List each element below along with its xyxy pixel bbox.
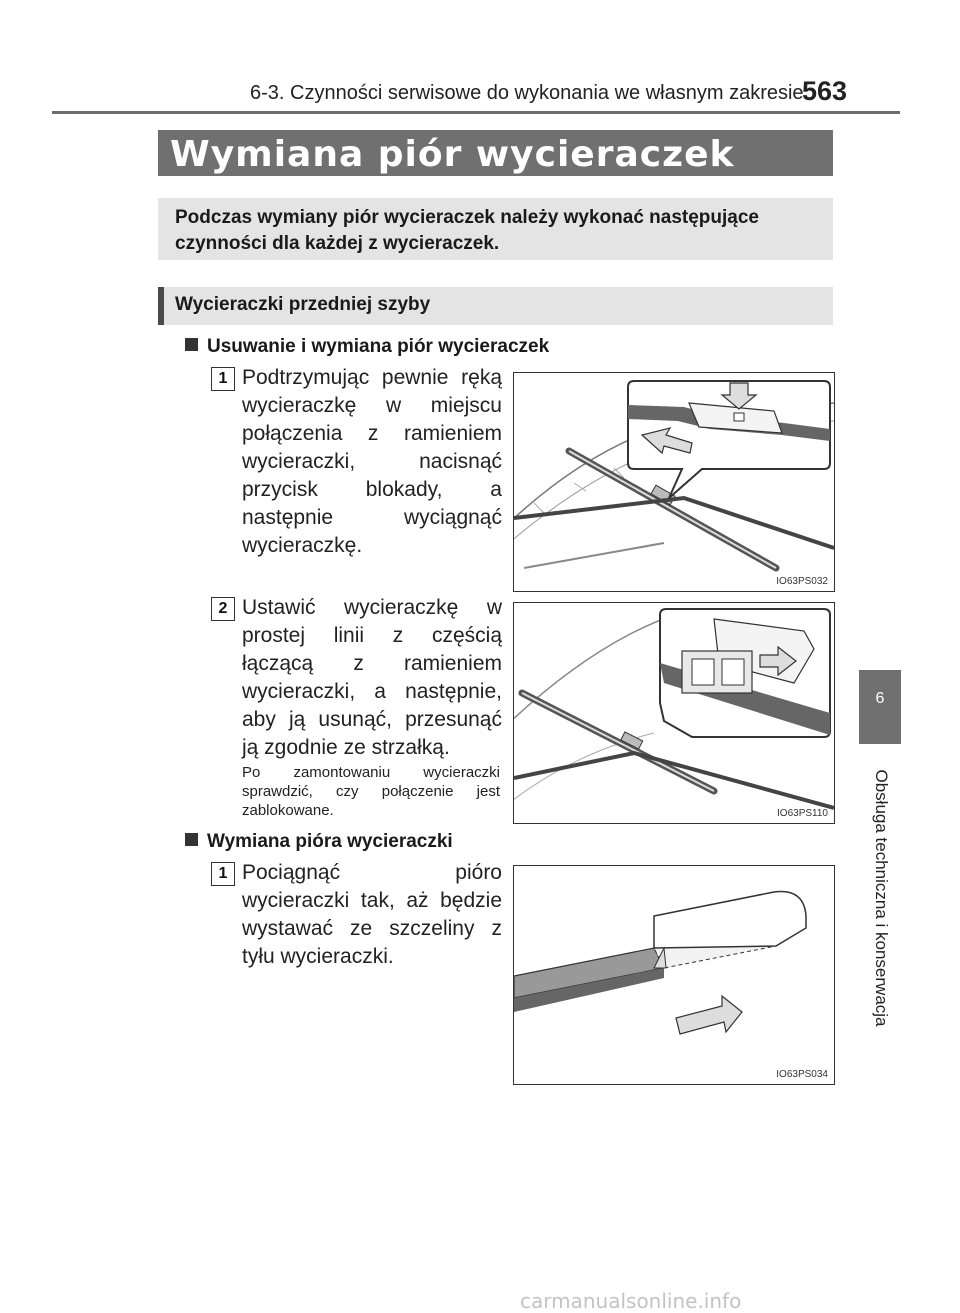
- step-number-box: 2: [211, 597, 235, 621]
- subsection-stripe: [158, 287, 164, 325]
- square-bullet-icon: [185, 833, 198, 846]
- callout-bubble: [628, 381, 830, 498]
- wiper-slide-illustration: [514, 603, 834, 823]
- step-number-box: 1: [211, 862, 235, 886]
- callout-bubble: [660, 609, 830, 737]
- step-text: Podtrzymując pewnie ręką wycieraczkę w miejscu połączenia z ramieniem wycieraczki, nacisnąć przycisk blokady, a następnie wyciągnąć wycieraczkę.: [242, 366, 502, 557]
- running-header: 6-3. Czynności serwisowe do wykonania we własnym zakresie: [250, 82, 804, 104]
- chapter-number: 6: [875, 690, 885, 707]
- square-bullet-icon: [185, 338, 198, 351]
- wiper-release-illustration: [514, 373, 834, 591]
- section-heading-text: Usuwanie i wymiana piór wycieraczek: [207, 336, 550, 357]
- page-number: 563: [802, 76, 848, 106]
- subsection-title: Wycieraczki przedniej szyby: [175, 294, 431, 315]
- intro-text: Podczas wymiany piór wycieraczek należy wykonać następujące czynności dla każdej z wycieraczek.: [175, 207, 759, 254]
- figure-id: IO63PS032: [776, 576, 828, 587]
- watermark: carmanualsonline.info: [520, 1289, 742, 1313]
- page-title: Wymiana piór wycieraczek: [170, 134, 735, 175]
- section-heading-text: Wymiana pióra wycieraczki: [207, 831, 453, 852]
- section-heading-removal: [185, 336, 549, 358]
- figure-pull-blade: [513, 865, 835, 1085]
- step-note: Po zamontowaniu wycieraczki sprawdzić, czy połączenie jest zablokowane.: [242, 764, 500, 819]
- step-number-box: 1: [211, 367, 235, 391]
- header-rule: [52, 111, 900, 114]
- chapter-label: Obsługa techniczna i konserwacja: [872, 769, 891, 1027]
- figure-id: IO63PS110: [777, 808, 828, 819]
- figure-slide-wiper: [513, 602, 835, 824]
- figure-id: IO63PS034: [776, 1069, 828, 1080]
- figure-unlock-wiper: [513, 372, 835, 592]
- blade-pull-illustration: [514, 866, 834, 1084]
- step-text: Pociągnąć pióro wycieraczki tak, aż będzie wystawać ze szczeliny z tyłu wycieraczki.: [242, 861, 502, 968]
- section-heading-replacement: [185, 831, 453, 853]
- step-text: Ustawić wycieraczkę w prostej linii z częścią łączącą z ramieniem wycieraczki, a następnie, aby ją usunąć, przesunąć ją zgodnie ze strzałką.: [242, 596, 502, 759]
